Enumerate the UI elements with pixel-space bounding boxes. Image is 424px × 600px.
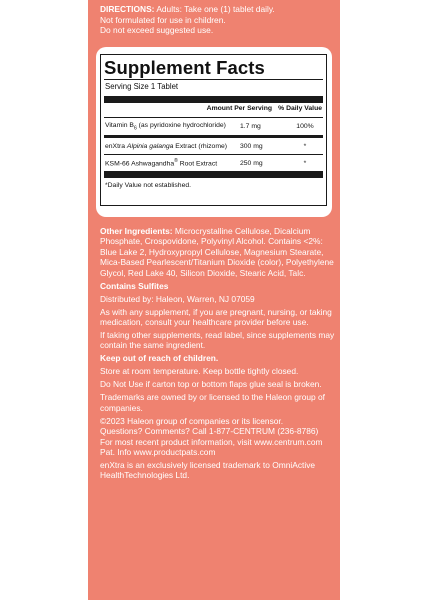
pregnancy-warning: As with any supplement, if you are pregnant, nursing, or taking medication, consult your healthcare provider before use. — [100, 306, 332, 328]
facts-row-vitamin-b6 — [101, 118, 326, 135]
nutrient-amount: 300 mg — [240, 142, 263, 150]
do-not-use-note: Do Not Use if carton top or bottom flaps glue seal is broken. — [100, 379, 322, 390]
enxtra-trademark-note: enXtra is an exclusively licensed trademark to OmniActive HealthTechnologies Ltd. — [100, 460, 316, 481]
questions-note: Questions? Comments? Call 1-877-CENTRUM (236-8786) — [100, 426, 319, 437]
facts-row-ashwagandha — [101, 155, 326, 171]
directions-line-3: Do not exceed suggested use. — [100, 25, 214, 36]
right-white-margin — [340, 0, 424, 600]
copyright-note: ©2023 Haleon group of companies or its licensor. — [100, 415, 284, 426]
recent-info-note: For most recent product information, visit www.centrum.com — [100, 436, 323, 447]
directions-label: DIRECTIONS: — [100, 4, 155, 14]
col-amount-header: Amount Per Serving — [206, 105, 272, 112]
contains-sulfites: Contains Sulfites — [100, 280, 169, 291]
other-supplements-note: If taking other supplements, read label, since supplements may contain the same ingredient. — [100, 330, 335, 351]
directions-block — [100, 4, 332, 36]
directions-line-1: Adults: Take one (1) tablet daily. — [156, 4, 275, 14]
directions-line-2: Not formulated for use in children. — [100, 14, 226, 25]
serving-size: Serving Size 1 Tablet — [105, 82, 179, 91]
col-dv-header: % Daily Value — [278, 105, 322, 112]
divider-thick — [104, 171, 323, 178]
distributed-by: Distributed by: Haleon, Warren, NJ 07059 — [100, 293, 255, 304]
other-ingredients-label: Other Ingredients: — [100, 226, 173, 236]
trademarks-note: Trademarks are owned by or licensed to the Haleon group of companies. — [100, 392, 326, 413]
facts-header-row — [101, 103, 326, 117]
nutrient-amount: 250 mg — [240, 159, 263, 167]
facts-row-alpinia — [101, 138, 326, 154]
label-body-text — [100, 226, 336, 483]
storage-note: Store at room temperature. Keep bottle tightly closed. — [100, 366, 299, 377]
nutrient-amount: 1.7 mg — [240, 123, 261, 130]
supplement-facts-card — [96, 47, 332, 217]
patent-info: Pat. Info www.productpats.com — [100, 447, 216, 458]
nutrient-dv: * — [303, 159, 307, 167]
other-ingredients — [100, 226, 336, 278]
nutrient-dv: 100% — [296, 123, 314, 130]
divider-thick — [104, 96, 323, 103]
nutrient-name: Vitamin $B_6$ (as pyridoxine hydrochloride) — [105, 121, 226, 132]
label-panel — [88, 0, 340, 600]
facts-title: Supplement Facts — [104, 57, 265, 78]
other-ingredients-text: Microcrystalline Cellulose, Dicalcium Phosphate, Crospovidone, Polyvinyl Alcohol. Contains <2%: Blue Lake 2, Hydroxypropyl Cellulose, Magnesium Stearate, Mica-Based Pearlescent/Titanium Dioxide (color), Polyethylene Glycol, Red Lake 40, Silicon Dioxide, Stearic Acid, Talc. — [100, 226, 334, 278]
supplement-facts-table — [100, 54, 327, 206]
nutrient-name: KSM-66 Ashwagandha® Root Extract — [105, 158, 218, 168]
nutrient-name: enXtra Alpinia galanga Extract (rhizome) — [105, 142, 228, 150]
keep-out-of-reach: Keep out of reach of children. — [100, 353, 219, 364]
facts-footnote: *Daily Value not established. — [105, 182, 192, 189]
left-white-margin — [0, 0, 88, 600]
nutrient-dv: * — [303, 142, 307, 150]
